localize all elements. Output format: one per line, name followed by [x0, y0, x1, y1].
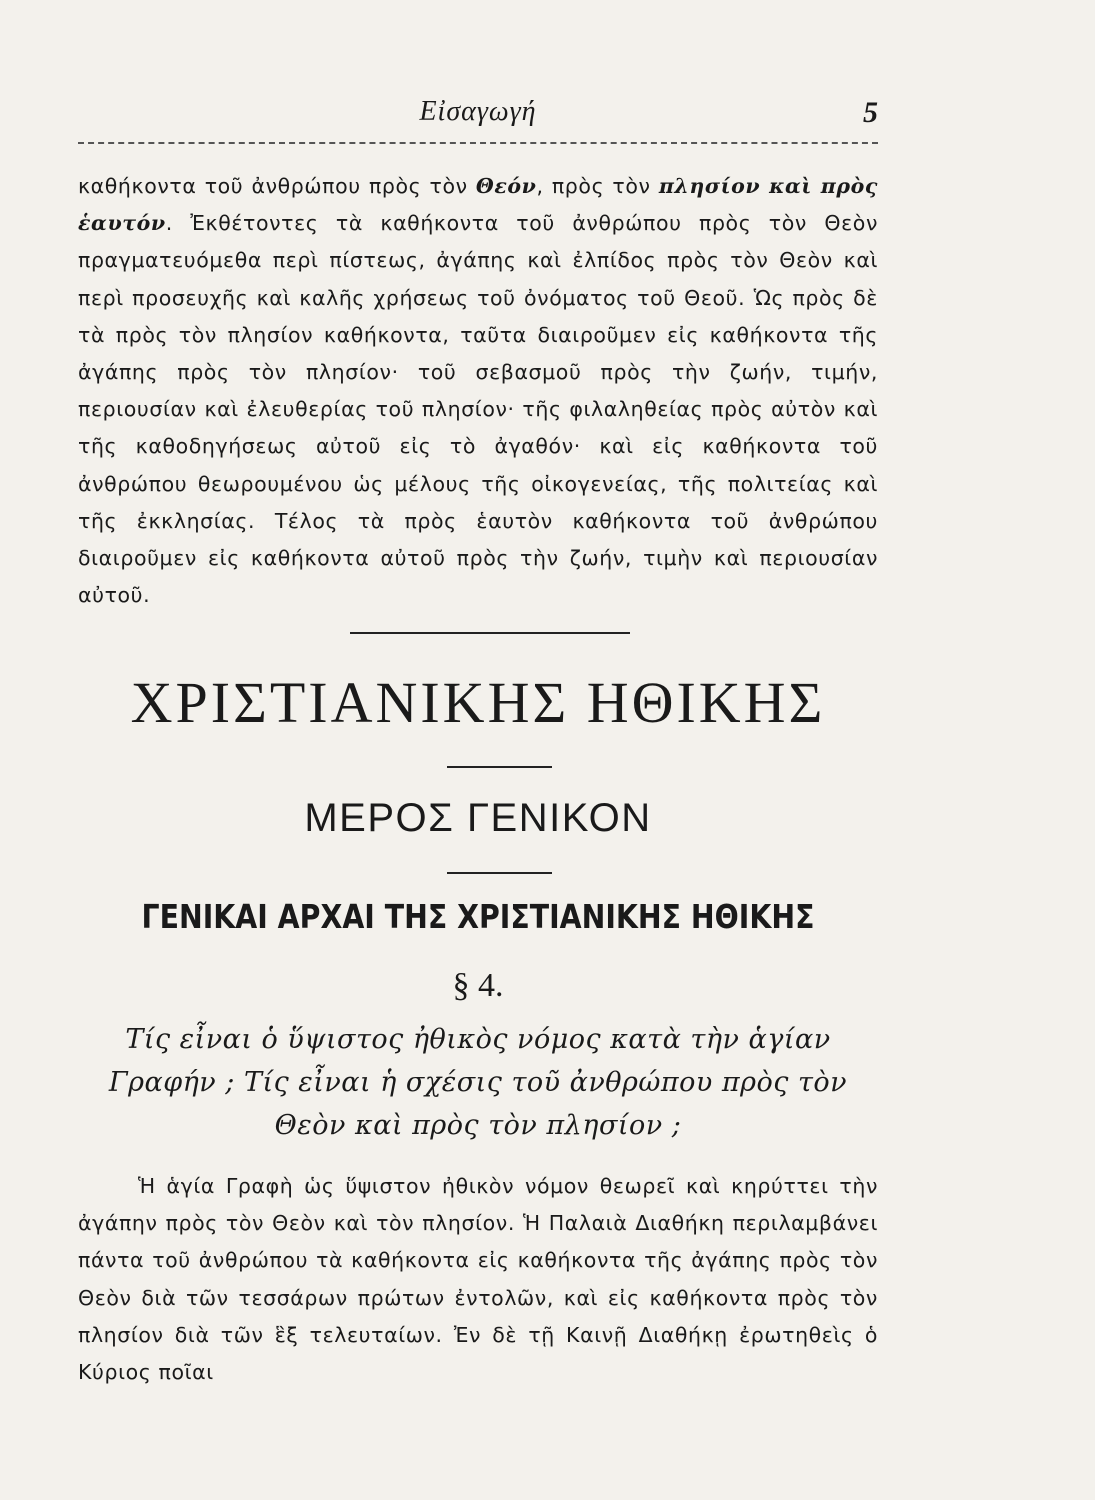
section-divider-short-lower	[447, 872, 552, 874]
intro-text-3: . Ἐκθέτοντες τὰ καθήκοντα τοῦ ἀνθρώπου πρὸς τὸν Θεὸν πραγματευόμεθα περὶ πίστεως, ἀγάπης καὶ ἐλπίδος πρὸς τὸν Θεὸν καὶ περὶ προσευχῆς καὶ καλῆς χρήσεως τοῦ ὀνόματος τοῦ Θεοῦ. Ὡς πρὸς δὲ τὰ πρὸς τὸν πλησίον καθήκοντα, ταῦτα διαιροῦμεν εἰς καθήκοντα τῆς ἀγάπης πρὸς τὸν πλησίον· τοῦ σεβασμοῦ πρὸς τὴν ζωήν, τιμήν, περιουσίαν καὶ ἐλευθερίας τοῦ πλησίον· τῆς φιλαληθείας πρὸς αὐτὸν καὶ τῆς καθοδηγήσεως αὐτοῦ εἰς τὸ ἀγαθόν· καὶ εἰς καθήκοντα τοῦ ἀνθρώπου θεωρουμένου ὡς μέλους τῆς οἰκογενείας, τῆς πολιτείας καὶ τῆς ἐκκλησίας. Τέλος τὰ πρὸς ἑαυτὸν καθήκοντα τοῦ ἀνθρώπου διαιροῦμεν εἰς καθήκοντα αὐτοῦ πρὸς τὴν ζωήν, τιμὴν καὶ περιουσίαν αὐτοῦ.	[78, 211, 878, 608]
intro-text-1: καθήκοντα τοῦ ἀνθρώπου πρὸς τὸν	[78, 174, 476, 198]
answer-paragraph: Ἡ ἁγία Γραφὴ ὡς ὕψιστον ἠθικὸν νόμον θεωρεῖ καὶ κηρύττει τὴν ἀγάπην πρὸς τὸν Θεὸν καὶ τὸν πλησίον. Ἡ Παλαιὰ Διαθήκη περιλαμβάνει πάντα τοῦ ἀνθρώπου τὰ καθήκοντα εἰς καθήκοντα τῆς ἀγάπης πρὸς τὸν Θεὸν διὰ τῶν τεσσάρων πρώτων ἐντολῶν, καὶ εἰς καθήκοντα πρὸς τὸν πλησίον διὰ τῶν ἓξ τελευταίων. Ἐν δὲ τῇ Καινῇ Διαθήκῃ ἐρωτηθεὶς ὁ Κύριος ποῖαι	[78, 1174, 878, 1385]
main-title: ΧΡΙΣΤΙΑΝΙΚΗΣ ΗΘΙΚΗΣ	[130, 670, 826, 735]
header-divider	[78, 142, 878, 144]
part-title: ΜΕΡΟΣ ΓΕΝΙΚΟΝ	[304, 796, 652, 840]
section-number: § 4.	[452, 967, 504, 1004]
section-question: Τίς εἶναι ὁ ὕψιστος ἠθικὸς νόμος κατὰ τὴν ἁγίαν Γραφήν ; Τίς εἶναι ἡ σχέσις τοῦ ἀνθρώπου πρὸς τὸν Θεὸν καὶ πρὸς τὸν πλησίον ;	[108, 1024, 848, 1141]
page-number: 5	[863, 96, 878, 129]
section-heading: ΓΕΝΙΚΑΙ ΑΡΧΑΙ ΤΗΣ ΧΡΙΣΤΙΑΝΙΚΗΣ ΗΘΙΚΗΣ	[141, 897, 815, 936]
intro-paragraph	[78, 168, 878, 614]
intro-emphasis-god: Θεόν	[475, 174, 537, 198]
running-header-title: Εἰσαγωγή	[419, 96, 537, 127]
section-divider-long	[350, 632, 630, 634]
intro-emphasis-neighbor: πλησίον καὶ πρὸς ἑαυτόν	[78, 174, 878, 236]
running-header	[78, 96, 878, 140]
intro-text-2: , πρὸς τὸν	[536, 174, 659, 198]
section-divider-short-upper	[447, 766, 552, 768]
